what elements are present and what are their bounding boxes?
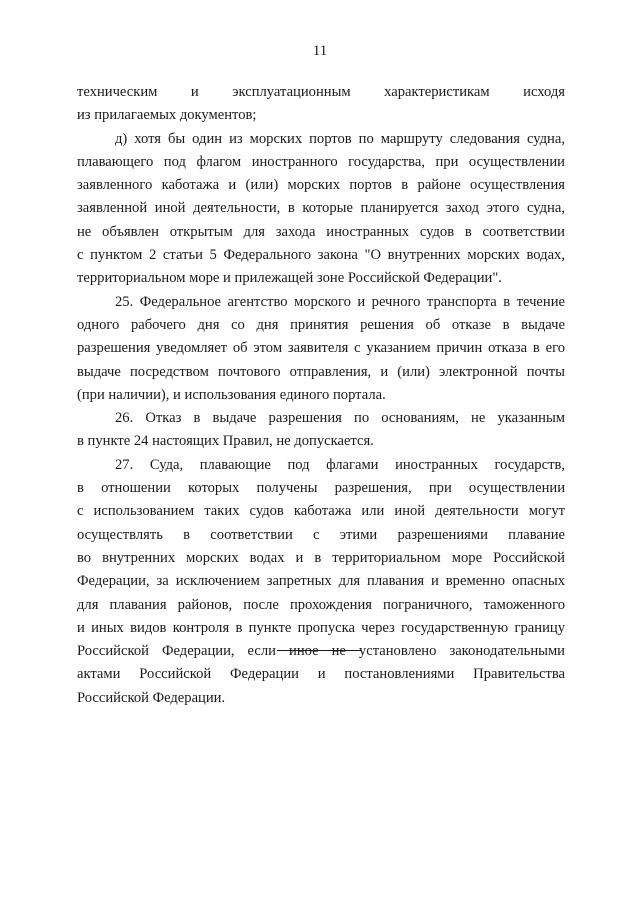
text-line: во внутренних морских водах и в территориальном море Российской bbox=[77, 549, 565, 566]
text-line: одного рабочего дня со дня принятия решения об отказе в выдаче bbox=[77, 316, 565, 333]
end-of-document-rule bbox=[277, 650, 361, 651]
text-line: актами Российской Федерации и постановлениями Правительства bbox=[77, 666, 565, 683]
paragraph-27-first-line: 27. Суда, плавающие под флагами иностранных государств, bbox=[115, 456, 565, 473]
text-line: техническим и эксплуатационным характеристикам исходя bbox=[77, 84, 565, 100]
text-line: (при наличии), и использования единого портала. bbox=[77, 386, 386, 403]
text-line: Федерации, за исключением запретных для плавания и временно опасных bbox=[77, 573, 565, 590]
text-line: заявленной иной деятельности, в которые планируется заход этого судна, bbox=[77, 200, 565, 217]
text-line: выдаче посредством почтового отправления, и (или) электронной почты bbox=[77, 363, 565, 380]
text-line: территориальном море и прилежащей зоне Российской Федерации". bbox=[77, 270, 502, 287]
text-line: заявленного каботажа и (или) морских портов в районе осуществления bbox=[77, 177, 565, 194]
text-line: для плавания районов, после прохождения пограничного, таможенного bbox=[77, 596, 565, 613]
text-line: и иных видов контроля в пункте пропуска через государственную границу bbox=[77, 619, 565, 636]
paragraph-d-first-line: д) хотя бы один из морских портов по маршруту следования судна, bbox=[115, 130, 565, 147]
text-line: с пунктом 2 статьи 5 Федерального закона "О внутренних морских водах, bbox=[77, 247, 565, 264]
page-number: 11 bbox=[312, 43, 328, 59]
document-body bbox=[77, 81, 565, 710]
text-line: из прилагаемых документов; bbox=[77, 107, 257, 124]
text-line: в отношении которых получены разрешения, при осуществлении bbox=[77, 480, 565, 497]
text-line: Российской Федерации, если иное не установлено законодательными bbox=[77, 643, 565, 660]
text-line: плавающего под флагом иностранного государства, при осуществлении bbox=[77, 153, 565, 170]
text-line: не объявлен открытым для захода иностранных судов в соответствии bbox=[77, 223, 565, 240]
paragraph-26-first-line: 26. Отказ в выдаче разрешения по основаниям, не указанным bbox=[115, 410, 565, 427]
text-line: осуществлять в соответствии с этими разрешениями плавание bbox=[77, 526, 565, 543]
paragraph-25-first-line: 25. Федеральное агентство морского и речного транспорта в течение bbox=[115, 293, 565, 310]
text-line: с использованием таких судов каботажа или иной деятельности могут bbox=[77, 503, 565, 520]
text-line: разрешения уведомляет об этом заявителя с указанием причин отказа в его bbox=[77, 340, 565, 357]
text-line: Российской Федерации. bbox=[77, 689, 226, 706]
text-line: в пункте 24 настоящих Правил, не допускается. bbox=[77, 433, 374, 450]
